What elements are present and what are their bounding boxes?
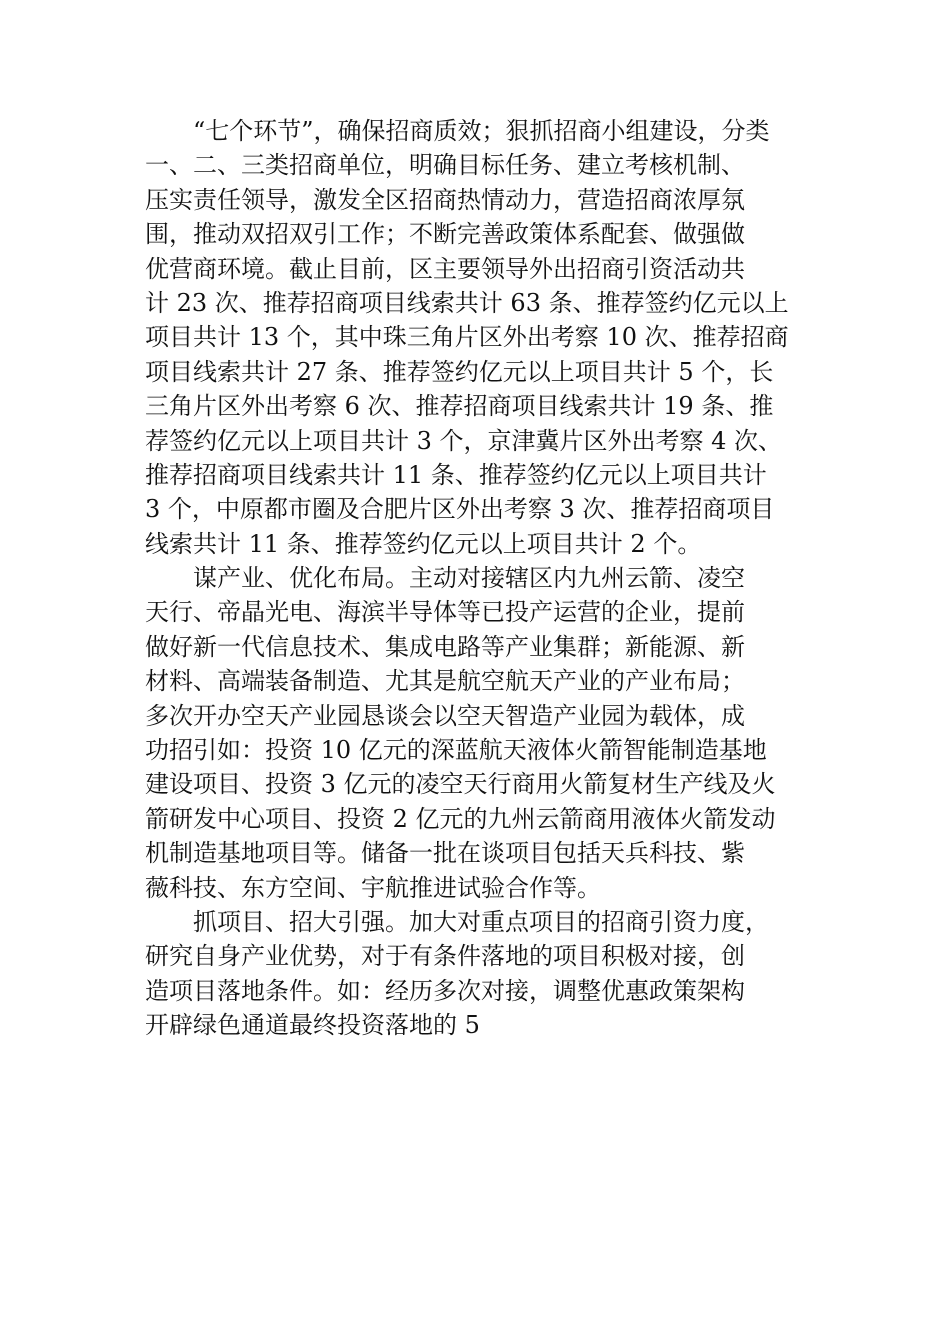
text-line: 功招引如：投资 10 亿元的深蓝航天液体火箭智能制造基地 (145, 736, 767, 765)
text-line: 计 23 次、推荐招商项目线索共计 63 条、推荐签约亿元以上 (145, 288, 789, 317)
text-line: 项目线索共计 27 条、推荐签约亿元以上项目共计 5 个，长 (145, 357, 774, 386)
text-line: 线索共计 11 条、推荐签约亿元以上项目共计 2 个。 (145, 529, 702, 558)
text-line: 项目共计 13 个，其中珠三角片区外出考察 10 次、推荐招商 (145, 323, 789, 352)
text-line: 做好新一代信息技术、集成电路等产业集群；新能源、新 (145, 632, 745, 661)
text-line: 建设项目、投资 3 亿元的凌空天行商用火箭复材生产线及火 (145, 770, 776, 799)
text-line: “七个环节”，确保招商质效；狠抓招商小组建设，分类 (193, 117, 770, 145)
text-line: 优营商环境。截止目前，区主要领导外出招商引资活动共 (145, 254, 745, 283)
paragraph-start-line: 谋产业、优化布局。主动对接辖区内九州云箭、凌空 (193, 564, 745, 593)
document-body (145, 114, 805, 1043)
text-line: 3 个，中原都市圈及合肥片区外出考察 3 次、推荐招商项目 (145, 495, 775, 524)
text-line: 开辟绿色通道最终投资落地的 5 (145, 1011, 480, 1040)
text-line: 机制造基地项目等。储备一批在谈项目包括天兵科技、紫 (145, 839, 745, 868)
text-line: 一、二、三类招商单位，明确目标任务、建立考核机制、 (145, 151, 745, 180)
text-line: 箭研发中心项目、投资 2 亿元的九州云箭商用液体火箭发动 (145, 804, 776, 833)
text-line: 研究自身产业优势，对于有条件落地的项目积极对接，创 (145, 942, 745, 971)
paragraph-start-line: 抓项目、招大引强。加大对重点项目的招商引资力度， (193, 907, 769, 936)
text-line: 材料、高端装备制造、尤其是航空航天产业的产业布局； (145, 667, 745, 696)
text-line: 围，推动双招双引工作；不断完善政策体系配套、做强做 (145, 220, 745, 249)
text-line: 薇科技、东方空间、宇航推进试验合作等。 (145, 873, 601, 902)
text-line: 天行、帝晶光电、海滨半导体等已投产运营的企业，提前 (145, 598, 745, 627)
text-line: 推荐招商项目线索共计 11 条、推荐签约亿元以上项目共计 (145, 460, 767, 489)
text-line: 多次开办空天产业园恳谈会以空天智造产业园为载体，成 (145, 701, 745, 730)
text-line: 三角片区外出考察 6 次、推荐招商项目线索共计 19 条、推 (145, 392, 774, 421)
text-line: 造项目落地条件。如：经历多次对接，调整优惠政策架构 (145, 976, 745, 1005)
text-line: 荐签约亿元以上项目共计 3 个，京津冀片区外出考察 4 次、 (145, 426, 783, 455)
text-line: 压实责任领导，激发全区招商热情动力，营造招商浓厚氛 (145, 185, 745, 214)
